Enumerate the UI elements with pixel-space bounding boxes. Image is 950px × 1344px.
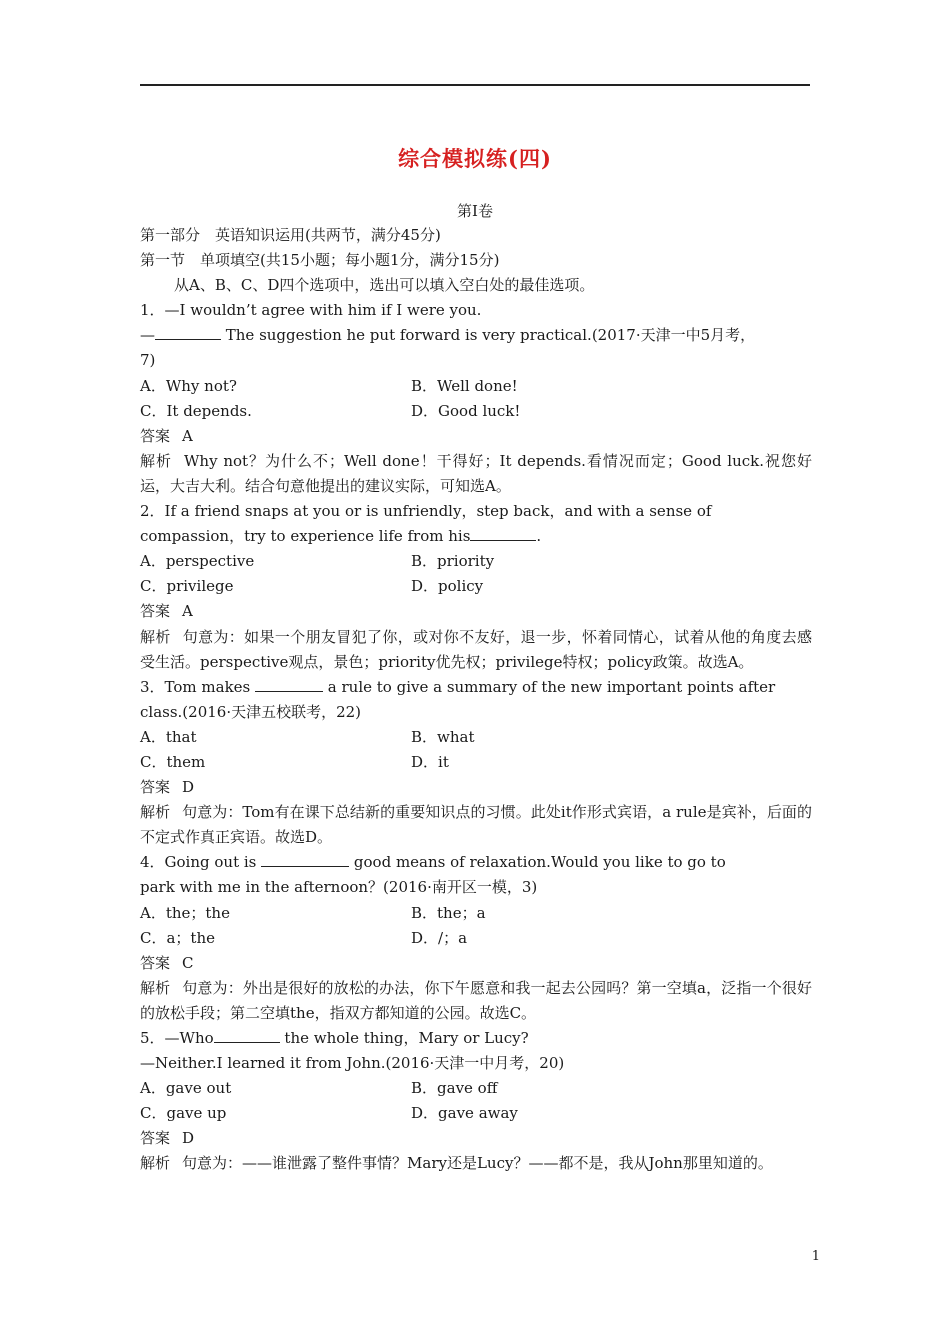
page-number: 1 (811, 1249, 820, 1264)
option-d: D．/；a (411, 928, 468, 947)
question-stem: — The suggestion he put forward is very practical.(2017·天津一中5月考， (140, 326, 756, 345)
question-stem: 5．—Who the whole thing，Mary or Lucy? (140, 1029, 529, 1047)
analysis: 解析 句意为：外出是很好的放松的办法，你下午愿意和我一起去公园吗？第一空填a，泛指一个很好的放松手段；第二空填the，指双方都知道的公园。故选C。 (140, 978, 812, 1022)
option-d: D．it (411, 752, 449, 771)
question-stem: —Neither.I learned it from John.(2016·天津一中月考，20) (140, 1054, 565, 1073)
answer-blank (155, 325, 221, 340)
answer-value: A (182, 426, 193, 445)
option-c: C．a；the (140, 928, 215, 947)
option-a: A．gave out (140, 1079, 232, 1098)
question-stem: park with me in the afternoon？(2016·南开区一模，3) (140, 878, 538, 897)
answer-blank (214, 1028, 280, 1043)
option-a: A．perspective (140, 552, 255, 571)
answer-blank (470, 526, 536, 541)
question-3 (140, 675, 812, 851)
option-b: B．Well done! (411, 376, 518, 395)
question-stem: 7) (140, 351, 156, 370)
question-stem: compassion，try to experience life from his . (140, 527, 542, 546)
option-d: D．gave away (411, 1104, 518, 1123)
answer-value: D (182, 1129, 195, 1148)
header-rule (140, 84, 810, 86)
option-c: C．them (140, 752, 206, 771)
question-2 (140, 499, 812, 675)
option-b: B．the；a (411, 903, 486, 922)
question-stem: class.(2016·天津五校联考，22) (140, 702, 362, 721)
options-row (140, 1076, 812, 1101)
answer-line: 答案 D (140, 1129, 195, 1148)
answer-line: 答案 A (140, 426, 193, 445)
option-b: B．gave off (411, 1079, 498, 1098)
instruction: 从A、B、C、D四个选项中，选出可以填入空白处的最佳选项。 (174, 276, 595, 295)
options-row (140, 1101, 812, 1126)
part-heading: 第一部分 英语知识运用(共两节，满分45分) (140, 226, 441, 244)
option-b: B．priority (411, 552, 495, 571)
answer-value: C (182, 953, 194, 972)
answer-line: 答案 D (140, 778, 195, 797)
analysis: 解析 Why not？为什么不；Well done！干得好；It depends.看情况而定；Good luck.祝您好运，大吉大利。结合句意他提出的建议实际，可知选A。 (140, 451, 812, 495)
question-stem: 4．Going out is good means of relaxation.Would you like to go to (140, 853, 726, 872)
analysis: 解析 句意为：——谁泄露了整件事情？Mary还是Lucy？——都不是，我从John那里知道的。 (140, 1154, 773, 1173)
options-row (140, 750, 812, 775)
question-4 (140, 850, 812, 1026)
options-row (140, 549, 812, 574)
option-a: A．that (140, 727, 197, 746)
page-title: 综合模拟练(四) (398, 146, 552, 171)
analysis: 解析 句意为：如果一个朋友冒犯了你，或对你不友好，退一步，怀着同情心，试着从他的角度去感受生活。perspective观点，景色；priority优先权；privilege特权；policy政策。故选A。 (140, 627, 812, 671)
answer-blank (261, 852, 349, 867)
question-stem: 2．If a friend snaps at you or is unfriendly，step back，and with a sense of (140, 502, 712, 521)
question-1 (140, 298, 812, 499)
document-body (140, 223, 812, 1177)
option-a: A．the；the (140, 903, 230, 922)
answer-value: A (182, 602, 193, 621)
options-row (140, 926, 812, 951)
options-row (140, 574, 812, 599)
analysis: 解析 句意为：Tom有在课下总结新的重要知识点的习惯。此处it作形式宾语，a rule是宾补，后面的不定式作真正宾语。故选D。 (140, 803, 812, 847)
options-row (140, 399, 812, 424)
option-a: A．Why not? (140, 376, 237, 395)
option-c: C．gave up (140, 1104, 227, 1123)
answer-line: 答案 C (140, 953, 194, 972)
section-heading: 第一节 单项填空(共15小题；每小题1分，满分15分) (140, 251, 500, 270)
options-row (140, 374, 812, 399)
question-stem: 3．Tom makes a rule to give a summary of the new important points after (140, 677, 776, 696)
option-c: C．privilege (140, 577, 234, 596)
option-d: D．policy (411, 577, 484, 596)
question-stem: 1．—I wouldn’t agree with him if I were you. (140, 301, 482, 320)
volume-heading: 第Ⅰ卷 (457, 202, 493, 220)
answer-line: 答案 A (140, 602, 193, 621)
question-5 (140, 1026, 812, 1177)
option-d: D．Good luck! (411, 401, 521, 420)
answer-value: D (182, 778, 195, 797)
option-b: B．what (411, 727, 475, 746)
options-row (140, 901, 812, 926)
answer-blank (255, 677, 323, 692)
option-c: C．It depends. (140, 401, 252, 420)
options-row (140, 725, 812, 750)
